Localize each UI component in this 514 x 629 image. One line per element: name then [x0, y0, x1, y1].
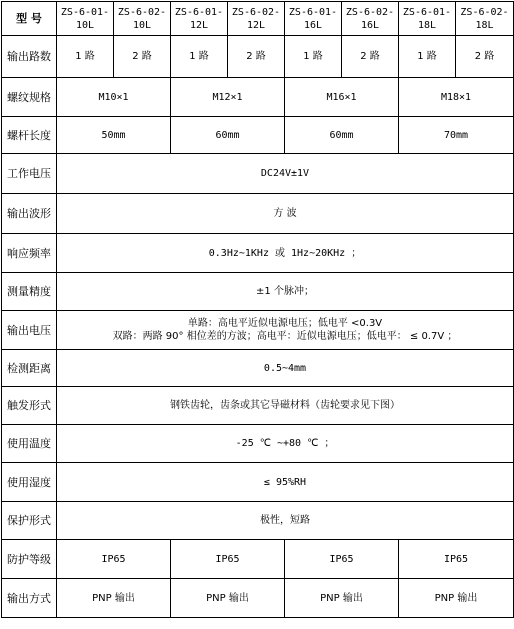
value-cell: IP65: [399, 540, 514, 579]
value-cell: M16×1: [285, 78, 399, 117]
output-voltage-row: [2, 311, 514, 350]
value-cell: 70mm: [399, 117, 514, 154]
value-cell: PNP 输出: [171, 579, 285, 618]
value-cell: 1 路: [285, 36, 342, 78]
row-label: 使用湿度: [2, 463, 57, 502]
value-cell: PNP 输出: [57, 579, 171, 618]
value-cell: [57, 311, 514, 350]
value-cell: 60mm: [285, 117, 399, 154]
temperature-row: [2, 425, 514, 463]
row-label: 使用温度: [2, 425, 57, 463]
output-mode-row: [2, 579, 514, 618]
value-cell: IP65: [57, 540, 171, 579]
output-voltage-line: 单路：高电平近似电源电压；低电平 <0.3V: [187, 318, 383, 329]
output-voltage-line: 双路：两路 90° 相位差的方波；高电平：近似电源电压；低电平： ≤ 0.7V ；: [112, 331, 458, 342]
row-label: 检测距离: [2, 350, 57, 387]
value-cell: 钢铁齿轮，齿条或其它导磁材料（齿轮要求见下图）: [57, 387, 514, 425]
row-label: 输出电压: [2, 311, 57, 350]
value-cell: 0.5~4mm: [57, 350, 514, 387]
value-cell: 0.3Hz~1KHz 或 1Hz~20KHz ；: [57, 234, 514, 273]
value-cell: 2 路: [342, 36, 399, 78]
trigger-row: [2, 387, 514, 425]
value-cell: PNP 输出: [285, 579, 399, 618]
value-cell: 2 路: [456, 36, 514, 78]
accuracy-row: [2, 273, 514, 311]
header-row: [2, 2, 514, 36]
row-label: 触发形式: [2, 387, 57, 425]
model-cell: ZS-6-01- 16L: [285, 2, 342, 36]
screw-length-row: [2, 117, 514, 154]
value-cell: IP65: [285, 540, 399, 579]
row-label: 螺纹规格: [2, 78, 57, 117]
spec-table: [1, 1, 514, 618]
model-cell: ZS-6-01- 12L: [171, 2, 228, 36]
protection-row: [2, 502, 514, 540]
value-cell: 1 路: [171, 36, 228, 78]
value-cell: 2 路: [114, 36, 171, 78]
value-cell: M18×1: [399, 78, 514, 117]
humidity-row: [2, 463, 514, 502]
row-label: 测量精度: [2, 273, 57, 311]
voltage-row: [2, 154, 514, 194]
value-cell: 2 路: [228, 36, 285, 78]
model-cell: ZS-6-01- 18L: [399, 2, 456, 36]
value-cell: 1 路: [399, 36, 456, 78]
value-cell: M12×1: [171, 78, 285, 117]
value-cell: IP65: [171, 540, 285, 579]
value-cell: ≤ 95%RH: [57, 463, 514, 502]
row-label: 保护形式: [2, 502, 57, 540]
model-label: 型 号: [2, 2, 57, 36]
row-label: 输出路数: [2, 36, 57, 78]
row-label: 螺杆长度: [2, 117, 57, 154]
waveform-row: [2, 194, 514, 234]
output-channels-row: [2, 36, 514, 78]
value-cell: 1 路: [57, 36, 114, 78]
model-cell: ZS-6-02- 12L: [228, 2, 285, 36]
row-label: 输出波形: [2, 194, 57, 234]
value-cell: 60mm: [171, 117, 285, 154]
distance-row: [2, 350, 514, 387]
model-cell: ZS-6-02- 18L: [456, 2, 514, 36]
thread-row: [2, 78, 514, 117]
row-label: 工作电压: [2, 154, 57, 194]
row-label: 防护等级: [2, 540, 57, 579]
row-label: 输出方式: [2, 579, 57, 618]
ip-rating-row: [2, 540, 514, 579]
value-cell: 极性，短路: [57, 502, 514, 540]
value-cell: M10×1: [57, 78, 171, 117]
value-cell: DC24V±1V: [57, 154, 514, 194]
model-cell: ZS-6-02- 16L: [342, 2, 399, 36]
model-cell: ZS-6-01- 10L: [57, 2, 114, 36]
value-cell: 50mm: [57, 117, 171, 154]
frequency-row: [2, 234, 514, 273]
model-cell: ZS-6-02- 10L: [114, 2, 171, 36]
value-cell: 方 波: [57, 194, 514, 234]
row-label: 响应频率: [2, 234, 57, 273]
value-cell: -25 ℃ ~+80 ℃ ；: [57, 425, 514, 463]
value-cell: ±1 个脉冲；: [57, 273, 514, 311]
value-cell: PNP 输出: [399, 579, 514, 618]
